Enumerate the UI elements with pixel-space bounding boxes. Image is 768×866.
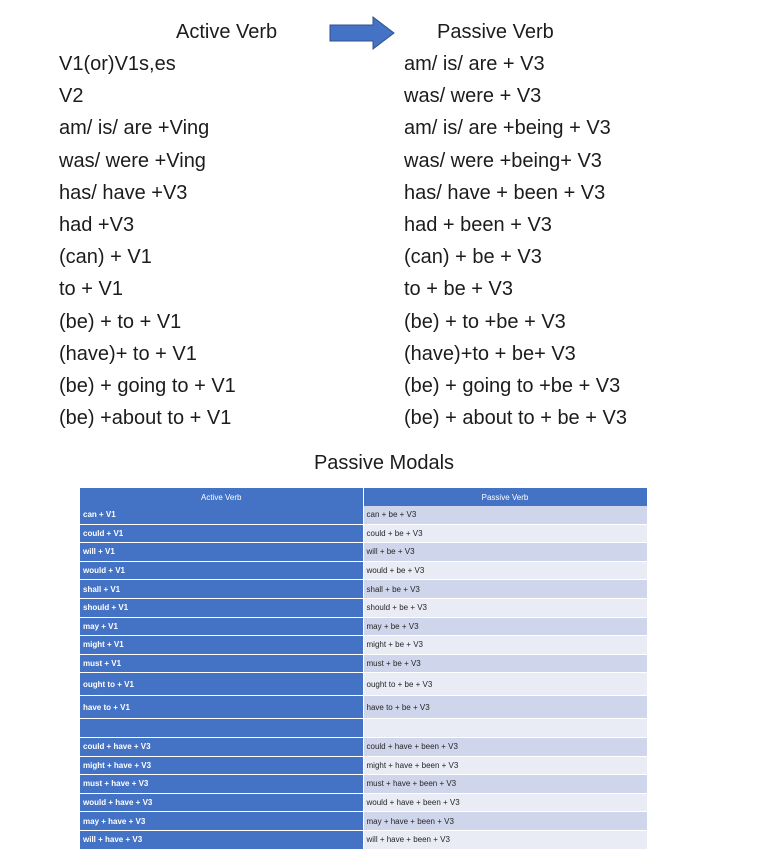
table-row: [80, 737, 647, 756]
rule-passive: was/ were + V3: [404, 85, 542, 108]
cell-active: may + V1: [80, 617, 363, 636]
passive-modals-title: [0, 449, 768, 477]
table-row-spacer: [80, 719, 647, 738]
rule-active: am/ is/ are +Ving: [59, 117, 210, 140]
rule-active: (be) +about to + V1: [59, 407, 232, 430]
cell-active: will + V1: [80, 543, 363, 562]
cell-active: would + V1: [80, 561, 363, 580]
cell-passive: must + be + V3: [363, 654, 647, 673]
table-row: [80, 756, 647, 775]
table-row: [80, 580, 647, 599]
rule-passive: (be) + to +be + V3: [404, 310, 566, 333]
cell-active: would + have + V3: [80, 793, 363, 812]
table-row: [80, 673, 647, 696]
rule-row: [0, 48, 768, 80]
rule-passive: am/ is/ are + V3: [404, 53, 545, 75]
table-row: [80, 812, 647, 831]
cell-passive: may + be + V3: [363, 617, 647, 636]
rule-active: V2: [59, 85, 84, 108]
cell-active: could + have + V3: [80, 737, 363, 756]
rule-row: [0, 145, 768, 177]
rule-row: [0, 112, 768, 144]
cell-passive: would + be + V3: [363, 561, 647, 580]
table-row: [80, 524, 647, 543]
cell-passive: should + be + V3: [363, 598, 647, 617]
cell-passive: would + have + been + V3: [363, 793, 647, 812]
rule-passive: was/ were +being+ V3: [404, 149, 602, 172]
table-row: [80, 617, 647, 636]
cell-passive: might + have + been + V3: [363, 756, 647, 775]
table-row: [80, 775, 647, 794]
conversion-rules-list: [0, 48, 768, 434]
rule-row: [0, 209, 768, 241]
column-header-passive: Passive Verb: [363, 488, 647, 506]
cell-passive: have to + be + V3: [363, 696, 647, 719]
passive-verb-heading: Passive Verb: [437, 21, 554, 43]
cell-passive: may + have + been + V3: [363, 812, 647, 831]
table-row: [80, 830, 647, 849]
cell-passive: could + have + been + V3: [363, 737, 647, 756]
cell-active: will + have + V3: [80, 830, 363, 849]
cell-passive: ought to + be + V3: [363, 673, 647, 696]
rule-row: [0, 80, 768, 112]
cell-passive: can + be + V3: [363, 506, 647, 524]
cell-active: ought to + V1: [80, 673, 363, 696]
cell-passive: might + be + V3: [363, 636, 647, 655]
rule-passive: had + been + V3: [404, 213, 552, 236]
rule-row: [0, 402, 768, 434]
table-header-row: [80, 488, 647, 506]
rule-active: to + V1: [59, 278, 123, 301]
active-verb-heading: Active Verb: [176, 21, 278, 43]
cell-active: have to + V1: [80, 696, 363, 719]
cell-active: could + V1: [80, 524, 363, 543]
column-header-active: Active Verb: [80, 488, 363, 506]
rule-passive: (be) + going to +be + V3: [404, 374, 621, 397]
table-row: [80, 561, 647, 580]
rule-active: was/ were +Ving: [59, 149, 206, 172]
cell-passive: shall + be + V3: [363, 580, 647, 599]
cell-active: might + V1: [80, 636, 363, 655]
cell-passive: will + be + V3: [363, 543, 647, 562]
cell-active: might + have + V3: [80, 756, 363, 775]
rule-active: has/ have +V3: [59, 181, 188, 204]
rule-passive: has/ have + been + V3: [404, 181, 606, 204]
table-row: [80, 598, 647, 617]
cell-passive: must + have + been + V3: [363, 775, 647, 794]
passive-modals-table: [80, 488, 648, 850]
table-row: [80, 654, 647, 673]
rule-active: V1(or)V1s,es: [59, 53, 176, 75]
right-arrow-icon: [329, 16, 395, 50]
table-row: [80, 506, 647, 524]
cell-passive: [363, 719, 647, 738]
cell-active: must + V1: [80, 654, 363, 673]
cell-active: should + V1: [80, 598, 363, 617]
rule-active: (be) + to + V1: [59, 310, 182, 333]
cell-passive: will + have + been + V3: [363, 830, 647, 849]
rule-passive: (have)+to + be+ V3: [404, 342, 576, 365]
cell-passive: could + be + V3: [363, 524, 647, 543]
table-row: [80, 636, 647, 655]
rule-active: (can) + V1: [59, 246, 152, 269]
table-row: [80, 543, 647, 562]
rule-active: (have)+ to + V1: [59, 342, 197, 365]
rule-active: had +V3: [59, 213, 135, 236]
cell-active: shall + V1: [80, 580, 363, 599]
rule-active: (be) + going to + V1: [59, 374, 236, 397]
rule-passive: (can) + be + V3: [404, 246, 542, 269]
passive-modals-title-text: Passive Modals: [313, 452, 455, 474]
rule-row: [0, 241, 768, 273]
rule-passive: am/ is/ are +being + V3: [404, 117, 611, 140]
table-row: [80, 696, 647, 719]
rule-passive: (be) + about to + be + V3: [404, 407, 627, 430]
cell-active: may + have + V3: [80, 812, 363, 831]
cell-active: must + have + V3: [80, 775, 363, 794]
rule-passive: to + be + V3: [404, 278, 513, 301]
rule-row: [0, 273, 768, 305]
cell-active: [80, 719, 363, 738]
rule-row: [0, 338, 768, 370]
rule-row: [0, 306, 768, 338]
rule-row: [0, 177, 768, 209]
table-row: [80, 793, 647, 812]
rule-row: [0, 370, 768, 402]
cell-active: can + V1: [80, 506, 363, 524]
